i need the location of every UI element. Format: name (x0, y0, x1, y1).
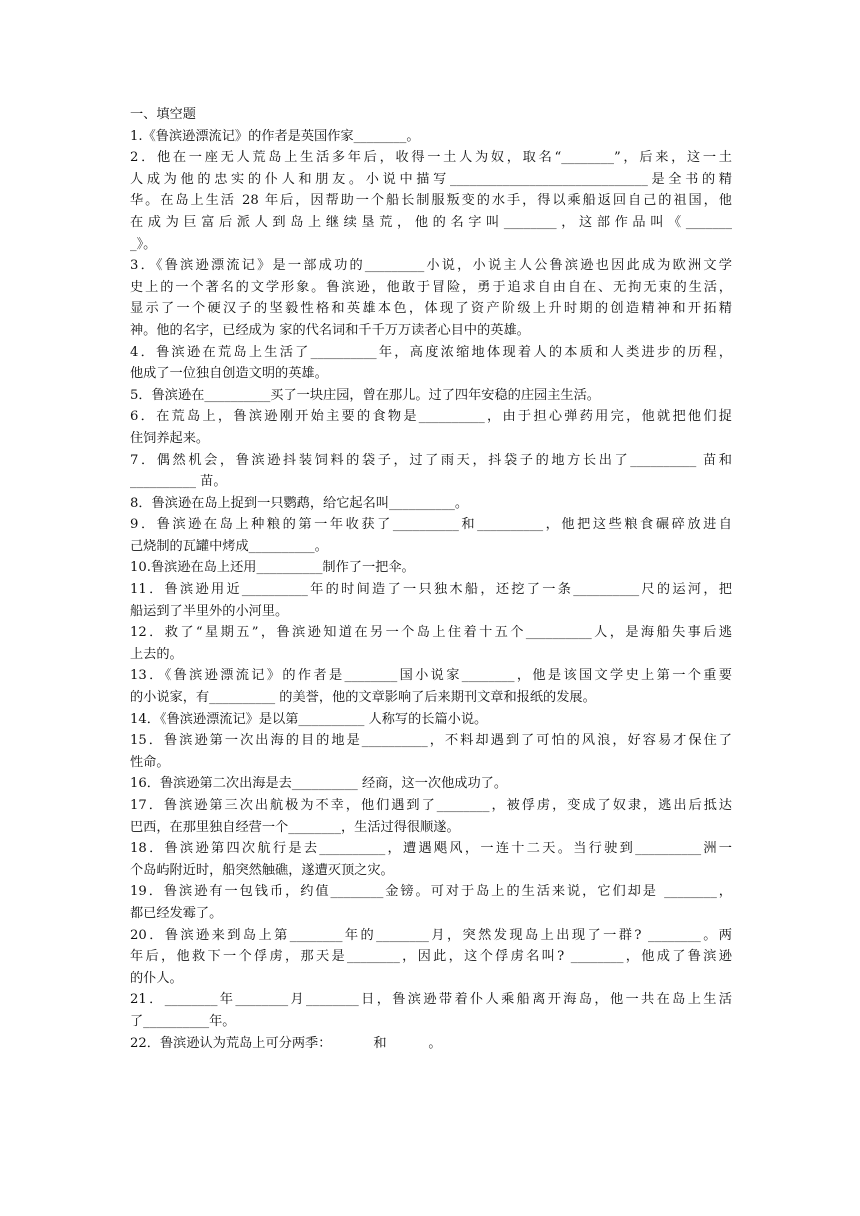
q4-line-1: 4．鲁滨逊在荒岛上生活了__________年，高度浓缩地体现着人的本质和人类进步的历程， (130, 344, 732, 360)
q5-line-1: 5．鲁滨逊在__________买了一块庄园，曾在那儿。过了四年安稳的庄园主生活。 (130, 387, 600, 403)
q11-line-1: 11．鲁滨逊用近__________年的时间造了一只独木船，还挖了一条__________尺的运河，把 (130, 582, 732, 598)
q22-line-1: 22．鲁滨逊认为荒岛上可分两季： 和 。 (130, 1035, 442, 1051)
q11-line-2: 船运到了半里外的小河里。 (130, 603, 289, 619)
q8-line-1: 8．鲁滨逊在岛上捉到一只鹦鹉，给它起名叫__________。 (130, 495, 469, 511)
q21-line-1: 21．________年________月________日，鲁滨逊带着仆人乘船离开海岛，他一共在岛上生活 (130, 992, 732, 1008)
q14-line-1: 14．《鲁滨逊漂流记》是以第__________ 人称写的长篇小说。 (130, 711, 488, 727)
q9-line-2: 己烧制的瓦罐中烤成__________。 (130, 538, 328, 554)
q12-line-2: 上去的。 (130, 646, 183, 662)
q3-line-1: 3．《鲁滨逊漂流记》是一部成功的_________小说，小说主人公鲁滨逊也因此成为欧洲文学 (130, 258, 732, 274)
q1-line-1: 1.《鲁滨逊漂流记》的作者是英国作家________。 (130, 128, 420, 144)
q2-line-1: 2．他在一座无人荒岛上生活多年后，收得一土人为奴，取名“________”，后来，这一土 (130, 150, 732, 166)
q15-line-2: 性命。 (130, 754, 170, 770)
q9-line-1: 9．鲁滨逊在岛上种粮的第一年收获了__________和__________，他把这些粮食碾碎放进自 (130, 517, 732, 533)
q17-line-1: 17．鲁滨逊第三次出航极为不幸，他们遇到了________，被俘虏，变成了奴隶，逃出后抵达 (130, 798, 732, 813)
q19-line-1: 19．鲁滨逊有一包钱币，约值________金镑。可对于岛上的生活来说，它们却是 ________， (130, 884, 732, 900)
q17-line-2: 巴西，在那里独自经营一个________，生活过得很顺遂。 (130, 819, 460, 835)
q4-line-2: 他成了一位独自创造文明的英雄。 (130, 366, 328, 382)
q6-line-1: 6．在荒岛上，鲁滨逊刚开始主要的食物是__________，由于担心弹药用完，他就把他们捉 (130, 409, 732, 425)
q12-line-1: 12．救了“星期五”，鲁滨逊知道在另一个岛上住着十五个__________人，是海船失事后逃 (130, 625, 732, 641)
q2-line-4: 在成为巨富后派人到岛上继续垦荒，他的名字叫________，这部作品叫《_______ (130, 214, 732, 230)
q13-line-1: 13．《鲁滨逊漂流记》的作者是________国小说家________，他是该国文学史上第一个重要 (130, 668, 732, 684)
q15-line-1: 15．鲁滨逊第一次出海的目的地是__________，不料却遇到了可怕的风浪，好容易才保住了 (130, 733, 732, 749)
q20-line-1: 20．鲁滨逊来到岛上第________年的________月，突然发现岛上出现了一群? ________。两 (130, 927, 732, 943)
q3-line-3: 显示了一个硬汉子的坚毅性格和英雄本色，体现了资产阶级上升时期的创造精神和开拓精 (130, 301, 732, 317)
q20-line-2: 年后，他救下一个俘虏，那天是________，因此，这个俘虏名叫? ________，他成了鲁滨逊 (130, 949, 732, 965)
q13-line-2: 的小说家，有__________ 的美誉，他的文章影响了后来期刊文章和报纸的发展。 (130, 690, 596, 706)
q16-line-1: 16．鲁滨逊第二次出海是去__________ 经商，这一次他成功了。 (130, 776, 508, 792)
q21-line-2: 了__________年。 (130, 1013, 236, 1029)
q2-line-5: _》。 (130, 236, 157, 252)
q6-line-2: 住饲养起来。 (130, 430, 210, 446)
section-title: 一、填空题 (130, 107, 196, 122)
q19-line-2: 都已经发霉了。 (130, 905, 223, 921)
q3-line-2: 史上的一个著名的文学形象。鲁滨逊，他敢于冒险，勇于追求自由自在、无拘无束的生活， (130, 279, 732, 295)
q2-line-2: 人成为他的忠实的仆人和朋友。小说中描写______________________________是全书的精 (130, 171, 732, 187)
q18-line-2: 个岛屿附近时，船突然触礁，遂遭灭顶之灾。 (130, 862, 394, 878)
q18-line-1: 18．鲁滨逊第四次航行是去__________，遭遇飓风，一连十二天。当行驶到__________洲一 (130, 841, 732, 857)
worksheet (130, 104, 732, 1054)
q2-line-3: 华。在岛上生活 28 年后，因帮助一个船长制服叛变的水手，得以乘船返回自己的祖国，他 (130, 193, 732, 209)
q10-line-1: 10.鲁滨逊在岛上还用__________制作了一把伞。 (130, 560, 415, 576)
q3-line-4: 神。他的名字，已经成为 家的代名词和千千万万读者心目中的英雄。 (130, 322, 530, 338)
q7-line-1: 7．偶然机会，鲁滨逊抖装饲料的袋子，过了雨天，抖袋子的地方长出了__________ 苗和 (130, 452, 732, 468)
q20-line-3: 的仆人。 (130, 970, 183, 986)
q7-line-2: __________ 苗。 (130, 474, 227, 490)
